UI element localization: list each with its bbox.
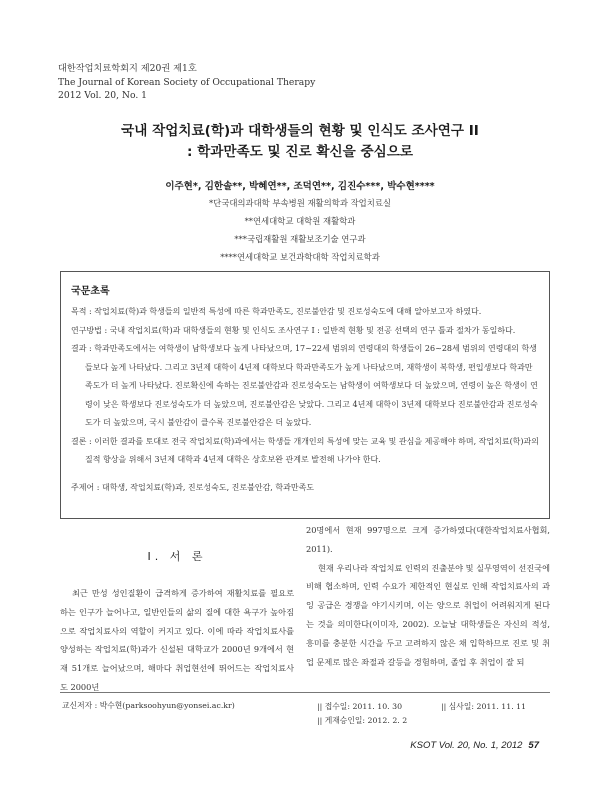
section-heading: Ⅰ. 서 론 <box>147 550 207 563</box>
page-footer <box>410 740 539 751</box>
reviewed-label: || 심사일: <box>441 702 474 711</box>
intro-paragraph-1: 최근 만성 성인질환이 급격하게 증가하여 재활치료를 필요로 하는 인구가 늘어나고, 일반인들의 삶의 질에 대한 욕구가 높아짐으로 작업치료사의 역할이 커지고 있다. 이에 따라 작업치료사를 양성하는 작업치료(학)과가 신설된 대학교가 2000년 9개에서 현재 51개로 늘어났으며, 해마다 취업현선에 뛰어드는 작업치료사도 2000년 <box>60 588 294 692</box>
body-column-left <box>60 548 294 697</box>
affiliation-2: **연세대학교 대학원 재활학과 <box>244 216 356 226</box>
abstract-purpose: 목적 : 작업치료(학)과 학생들의 일반적 특성에 따른 학과만족도, 진로불안감 및 진로성숙도에 대해 알아보고자 하였다. <box>71 307 482 316</box>
abstract-box <box>60 271 550 519</box>
intro-paragraph-2: 현재 우리나라 작업치료 인력의 진출분야 및 실무영역이 선진국에 비해 협소하며, 인력 수요가 제한적인 현실로 인해 작업치료사의 과잉 공급은 경쟁을 야기시키며, 이는 양으로 취업이 어려워지게 된다는 것을 의미한다(이미자, 2002). 오늘날 대학생들은 자신의 적성, 흥미를 충분한 시간을 두고 고려하지 않은 채 입학하므로 진로 및 취업 문제로 많은 좌절과 갈등을 경험하며, 졸업 후 취업이 잘 되 <box>306 562 550 667</box>
paper-title-line2: : 학과만족도 및 진로 확신을 중심으로 <box>186 144 414 160</box>
submission-dates <box>317 700 526 728</box>
accepted-label: || 게재승인일: <box>317 716 366 725</box>
affiliation-3: ***국립재활원 재활보조기술 연구과 <box>234 234 366 244</box>
journal-header <box>58 62 315 103</box>
reviewed-date: 2011. 11. 11 <box>476 702 527 711</box>
abstract-results: 결과 : 학과만족도에서는 여학생이 남학생보다 높게 나타났으며, 17~22세 범위의 연령대의 학생들이 26~28세 범위의 연령대의 학생들보다 높게 나타났다. 그리고 3년제 대학이 4년제 대학보다 학과만족도가 높게 나타났으며, 재학생이 복학생, 편입생보다 학과만족도가 더 높게 나타났다. 진로확신에 속하는 진로불안감과 진로성숙도는 남학생이 여학생보다 더 높았으며, 연령이 높은 학생이 연령이 낮은 학생보다 진로성숙도가 더 높았으며, 진로불안감은 낮았다. 그리고 4년제 대학이 3년제 대학보다 진로불안감과 진로성숙도가 더 높았으며, 국시 불안감이 클수록 진로불안감은 더 높았다. <box>71 344 538 427</box>
intro-paragraph-1-cont: 20명에서 현재 997명으로 크게 증가하였다(대한작업치료사협회, 2011). <box>306 525 550 554</box>
paper-title <box>0 121 600 163</box>
abstract-keywords: 주제어 : 대학생, 작업치료(학)과, 진로성숙도, 진로불안감, 학과만족도 <box>71 482 315 492</box>
received-label: || 접수일: <box>317 702 350 711</box>
accepted-date: 2012. 2. 2 <box>367 716 408 725</box>
footer-divider <box>60 692 550 693</box>
abstract-heading: 국문초록 <box>71 286 110 297</box>
affiliation-4: ****연세대학교 보건과학대학 작업치료학과 <box>220 252 380 262</box>
journal-volume: 2012 Vol. 20, No. 1 <box>58 90 148 101</box>
abstract-method: 연구방법 : 국내 작업치료(학)과 대학생들의 현황 및 인식도 조사연구 I : 일반적 현황 및 전공 선택의 연구 틀과 절차가 동일하다. <box>71 325 516 335</box>
paper-title-line1: 국내 작업치료(학)과 대학생들의 현황 및 인식도 조사연구 II <box>121 123 479 139</box>
journal-name-english: The Journal of Korean Society of Occupational Therapy <box>58 76 316 88</box>
corresponding-author: 교신저자 : 박수현(parksoohyun@yonsei.ac.kr) <box>62 701 235 710</box>
journal-name-korean: 대한작업치료학회지 제20권 제1호 <box>58 63 197 74</box>
abstract-conclusion: 결론 : 이러한 결과를 토대로 전국 작업치료(학)과에서는 학생들 개개인의 특성에 맞는 교육 및 관심을 제공해야 하며, 작업치료(학)과의 질적 향상을 위해서 3년제 대학과 4년제 대학은 상호보완 관계로 발전해 나가야 한다. <box>71 436 539 464</box>
affiliation-list <box>0 194 600 266</box>
author-list: 이주현*, 김한솔**, 박혜연**, 조덕연**, 김진수***, 박수현**** <box>165 181 435 192</box>
affiliation-1: *단국대의과대학 부속병원 재활의학과 작업치료실 <box>208 198 392 208</box>
received-date: 2011. 10. 30 <box>352 702 403 711</box>
body-column-right <box>306 521 550 671</box>
journal-citation: KSOT Vol. 20, No. 1, 2012 <box>410 740 523 751</box>
page-number: 57 <box>528 740 539 751</box>
